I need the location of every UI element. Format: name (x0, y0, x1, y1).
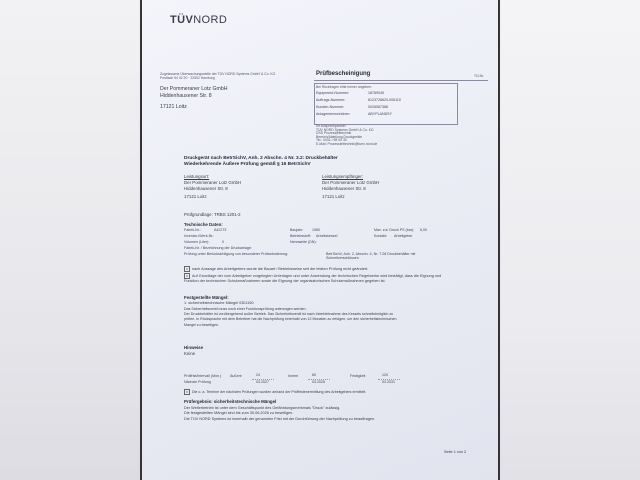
volume-label: Volumen (Liter): (184, 240, 210, 244)
strength-interval: 120 (382, 373, 388, 377)
inner-interval-rule (308, 379, 330, 380)
order-number-value: 8123728620-006110 (368, 98, 401, 102)
check-row-2 (184, 273, 446, 284)
operator-city: 17121 Loitz (184, 194, 207, 199)
max-pressure-label: Max. zul. Druck PS (bar): (374, 228, 415, 232)
schedule-next-label: Nächste Prüfung (184, 380, 211, 384)
certificate-title: Prüfbescheinigung (316, 71, 371, 77)
outer-date: 03.2027 (256, 380, 269, 384)
operator-street: Hiddenhausener Str. 8 (184, 186, 228, 191)
header-rule (314, 80, 488, 81)
contact-label: Kontakt: (374, 234, 388, 238)
document-page (142, 0, 498, 480)
defects-item: 1. sicherheitstechnische Mängel 0301150 (184, 301, 254, 305)
page-number: Seite 1 von 2 (444, 450, 467, 454)
contractor-name: Der Pommeraner Lotz GmbH (322, 180, 380, 185)
inventory-number-label: Inventar-/Werk-Nr.: (184, 234, 215, 238)
max-pressure-value: 6,00 (420, 228, 427, 232)
serial-number-value: A42273 (214, 228, 227, 232)
reference-note: Bei Rückfragen bitte immer angeben: (316, 85, 372, 89)
contact-value: Arbeitgeber (394, 234, 413, 238)
contractor-heading: Leistungsempfänger: (322, 174, 364, 179)
outer-interval-rule (252, 379, 274, 380)
medium-value: Arbeitskessel (316, 234, 338, 238)
check-2-checkbox: x (184, 273, 190, 279)
check-1-text: nach Aussage des Arbeitgebers wurde die Bauart / Betriebsweise seit der letzten Prüfung nicht geändert. (192, 267, 369, 271)
result-heading: Prüfergebnis: sicherheitstechnische Mängel (184, 399, 277, 404)
notes-heading: Hinweise (184, 345, 204, 350)
inner-column-name: Innere (288, 374, 299, 378)
subject-line-1: Druckgerät nach BetrSichV, Anh. 2 Abschn. 4 Nr. 3.2: Druckbehälter (184, 156, 338, 161)
strength-interval-rule (378, 379, 400, 380)
notes-text: Keine (184, 351, 196, 356)
serial-number-label: Fabrik-Nr.: (184, 228, 201, 232)
equipment-number-value: 18789045 (368, 91, 384, 95)
defects-heading: Festgestellte Mängel: (184, 295, 229, 300)
customer-number-value: 0026087366 (368, 105, 388, 109)
schedule-note-text: Die o. a. Termine der nächsten Prüfungen wurden anhand der Prüffristenermittlung des Arbeitgebers ermittelt. (192, 389, 367, 394)
contact-block: Ihr Ansprechpartner TÜV NORD Systems GmbH & Co. KG DSS Prozessleittechnik Bereich/Abteilung Druckgeräte Tel.: 0431 / 98 00 30 E-Mail: Prozessleittechnik@tuev-nord.de (316, 124, 378, 146)
schedule-note-checkbox: x (184, 389, 190, 395)
issuer-line-2: Postfach 54 02 20 · 22502 Hamburg (160, 76, 215, 80)
year-value: 1960 (312, 228, 320, 232)
outer-column-name: Äußere (230, 374, 242, 378)
defects-text: Das Sicherheitsventil muss noch einer Funktionsprüfung unterzogen werden. Der Druckbehälter ist vorübergehend außer Betrieb. Das Sicherheitsventil ist nach Inbetriebnahme des Kessels schnellstmöglich zu prüfen. In Rücksprache mit dem Betreiber hat die Nachprüfung innerhalb von 12 Monaten zu erfolgen, um den sicherheitstechnischen Mangel zu beseitigen. (184, 307, 397, 327)
special-requirement-label: Prüfung unter Berücksichtigung von besonderer Prüfanforderung: (184, 252, 289, 256)
issuer-line-1: Zugelassene Überwachungsstelle der TÜV NORD Systems GmbH & Co. KG (160, 72, 276, 76)
result-text: Der Weiterbetrieb ist unter dem Geschäftspunkt des Gefährdungsmerkmals "Druck" zulässig. Die festgestellten Mängel sind bis zum 30.06.2026 zu beseitigen. Die TÜV NORD Systems ist innerhalb der genannten Frist mit der Durchführung der Nachprüfung zu beauftragen. (184, 406, 376, 421)
plant-id-value: ABYPLANDSY (368, 112, 392, 116)
outer-interval: 24 (256, 373, 260, 377)
check-2-text: Auf Grundlage der vom Arbeitgeber vorgelegten Unterlagen und unter Anwendung der technischen Regelwerke wird bestätigt, dass die Eignung und Funktion der technischen Schutzmaßnahmen sowie die Eignung der organisatorischen Schutzmaßnahmen gegeben ist. (184, 274, 442, 283)
volume-value: 0 (222, 240, 224, 244)
background-left (0, 0, 140, 480)
subject-line-2: Wiederkehrende Äußere Prüfung gemäß § 16 BetrSichV (184, 162, 311, 167)
contractor-city: 17121 Loitz (322, 194, 345, 199)
tuv-nord-logo: TÜVNORD (170, 14, 228, 26)
customer-number-label: Kunden-Nummer: (316, 105, 345, 109)
recipient-name: Der Pommeraner Lotz GmbH (160, 86, 228, 92)
strength-date: 03.2031 (382, 380, 395, 384)
check-row-1 (184, 266, 368, 273)
contractor-street: Hiddenhausener Str. 8 (322, 186, 366, 191)
schedule-note-row (184, 389, 366, 396)
inner-interval: 60 (312, 373, 316, 377)
inner-date: 03.2026 (312, 380, 325, 384)
plant-id-label: Anlagenkennzeichen: (316, 112, 351, 116)
operator-name: Der Pommeraner Lotz GmbH (184, 180, 242, 185)
recipient-city: 17121 Loitz (160, 104, 187, 110)
special-requirement-value: BetrSichV, Anh. 2, Abschn. 4, Nr. 7.28 Druckbehälter mit Schnellverschlüssen (326, 252, 416, 261)
technical-data-heading: Technische Daten: (184, 222, 223, 227)
schedule-interval-label: Prüffrist/Intervall (Mon.) (184, 374, 222, 378)
strength-column-name: Festigkeit (350, 374, 366, 378)
recipient-street: Hiddenhausener Str. 8 (160, 93, 212, 99)
operator-heading: Leistungsort: (184, 174, 210, 179)
certificate-page-code: TÜ-Nr. (474, 74, 484, 78)
check-1-checkbox: x (184, 266, 190, 272)
order-number-label: Auftrags-Nummer: (316, 98, 346, 102)
test-basis: Prüfgrundlage: TRBS 1201-2 (184, 212, 241, 217)
plant-designation-label: Fabrik-Nr. / Bezeichnung der Druckanlage: (184, 246, 252, 250)
reference-box (314, 83, 458, 125)
year-label: Baujahr: (290, 228, 304, 232)
medium-label: Betriebsstoff: (290, 234, 311, 238)
equipment-number-label: Equipment-Nummer: (316, 91, 350, 95)
nominal-size-label: Nennweite (DN): (290, 240, 317, 244)
background-right (500, 0, 640, 480)
